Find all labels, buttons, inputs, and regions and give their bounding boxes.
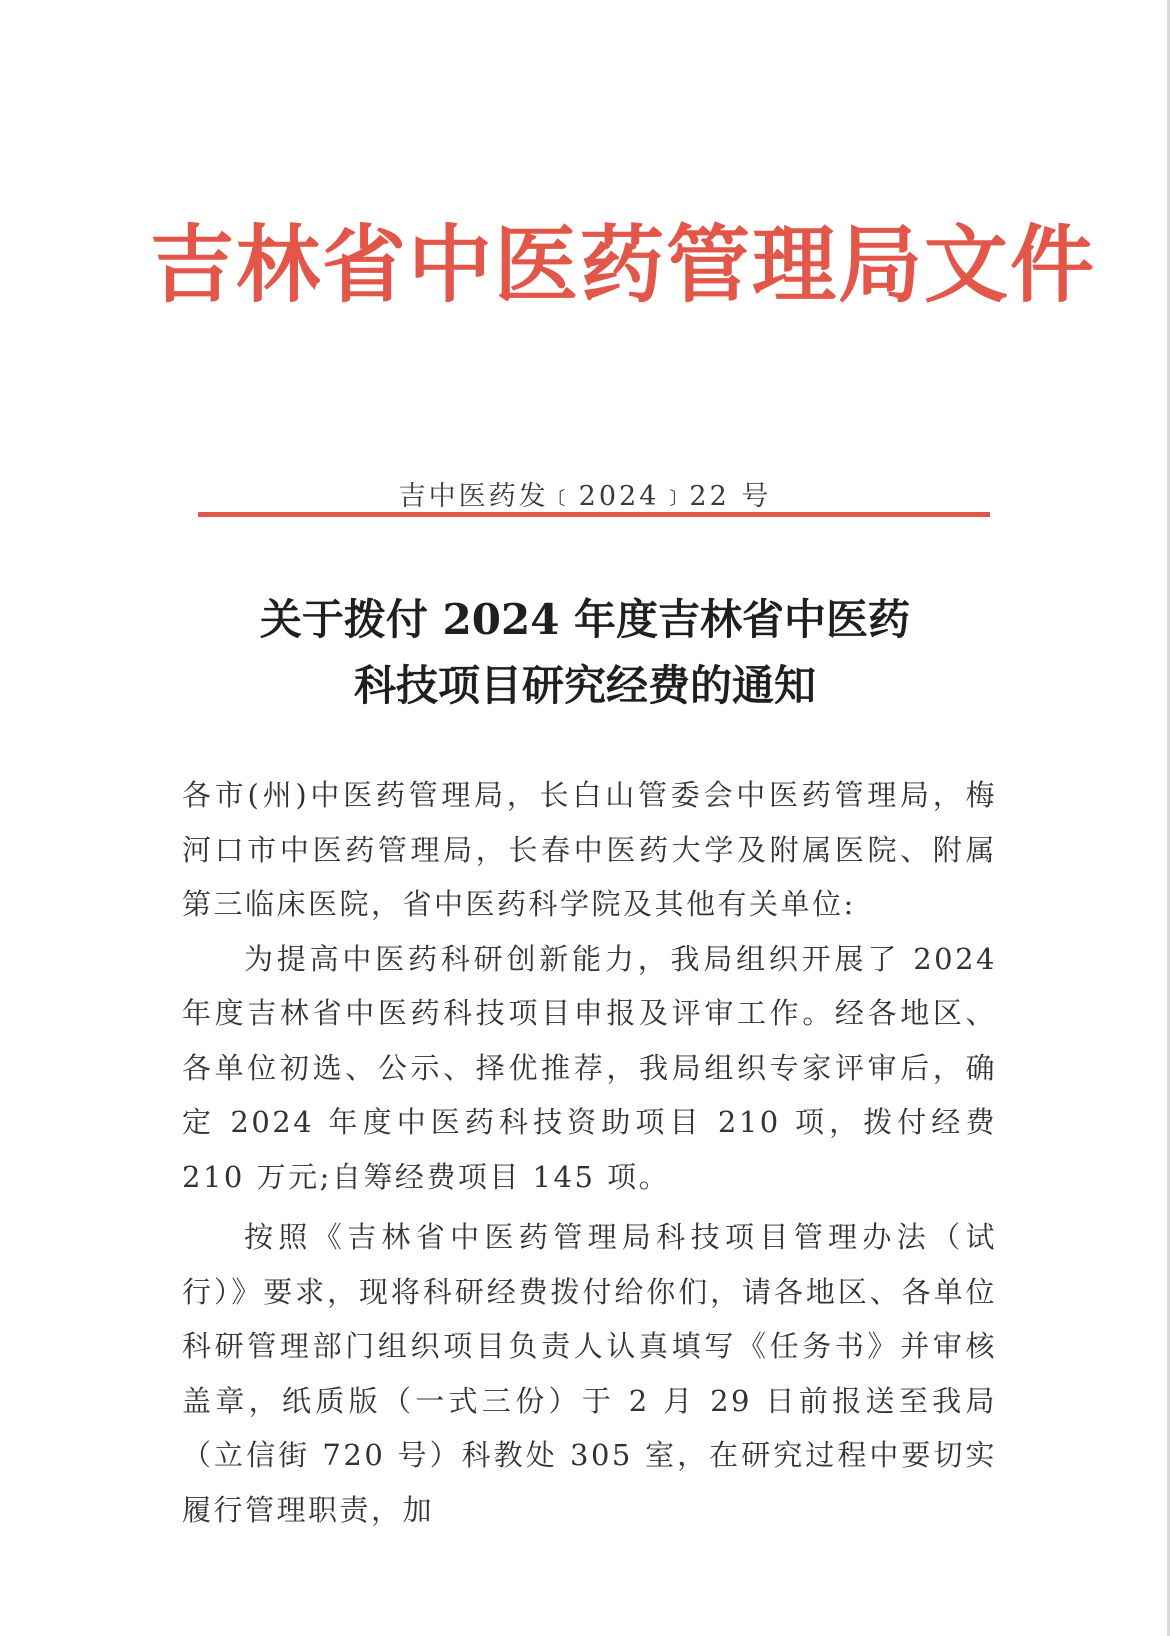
title-line-2: 科技项目研究经费的通知 bbox=[353, 661, 816, 710]
body-paragraph-1: 为提高中医药科研创新能力，我局组织开展了 2024 年度吉林省中医药科技项目申报及评审工作。经各地区、各单位初选、公示、择优推荐，我局组织专家评审后，确定 2024 年度中医药科技资助项目 210 项，拨付经费 210 万元;自筹经费项目 145 项。 bbox=[182, 941, 997, 1194]
body-paragraph-2: 按照《吉林省中医药管理局科技项目管理办法（试行）》要求，现将科研经费拨付给你们，请各地区、各单位科研管理部门组织项目负责人认真填写《任务书》并审核盖章，纸质版（一式三份）于 2 月 29 日前报送至我局（立信街 720 号）科教处 305 室，在研究过程中要切实履行管理职责，加 bbox=[182, 1220, 997, 1527]
document-title bbox=[150, 587, 1020, 719]
red-divider-rule bbox=[198, 512, 990, 517]
document-number: 吉中医药发﹝2024﹞22 号 bbox=[398, 481, 772, 512]
title-line-1: 关于拨付 2024 年度吉林省中医药 bbox=[259, 595, 911, 644]
document-body bbox=[182, 768, 997, 1537]
document-masthead: 吉林省中医药管理局文件 bbox=[150, 215, 1097, 314]
addressee-paragraph: 各市(州)中医药管理局，长白山管委会中医药管理局，梅河口市中医药管理局，长春中医药大学及附属医院、附属第三临床医院，省中医药科学院及其他有关单位: bbox=[182, 778, 997, 921]
